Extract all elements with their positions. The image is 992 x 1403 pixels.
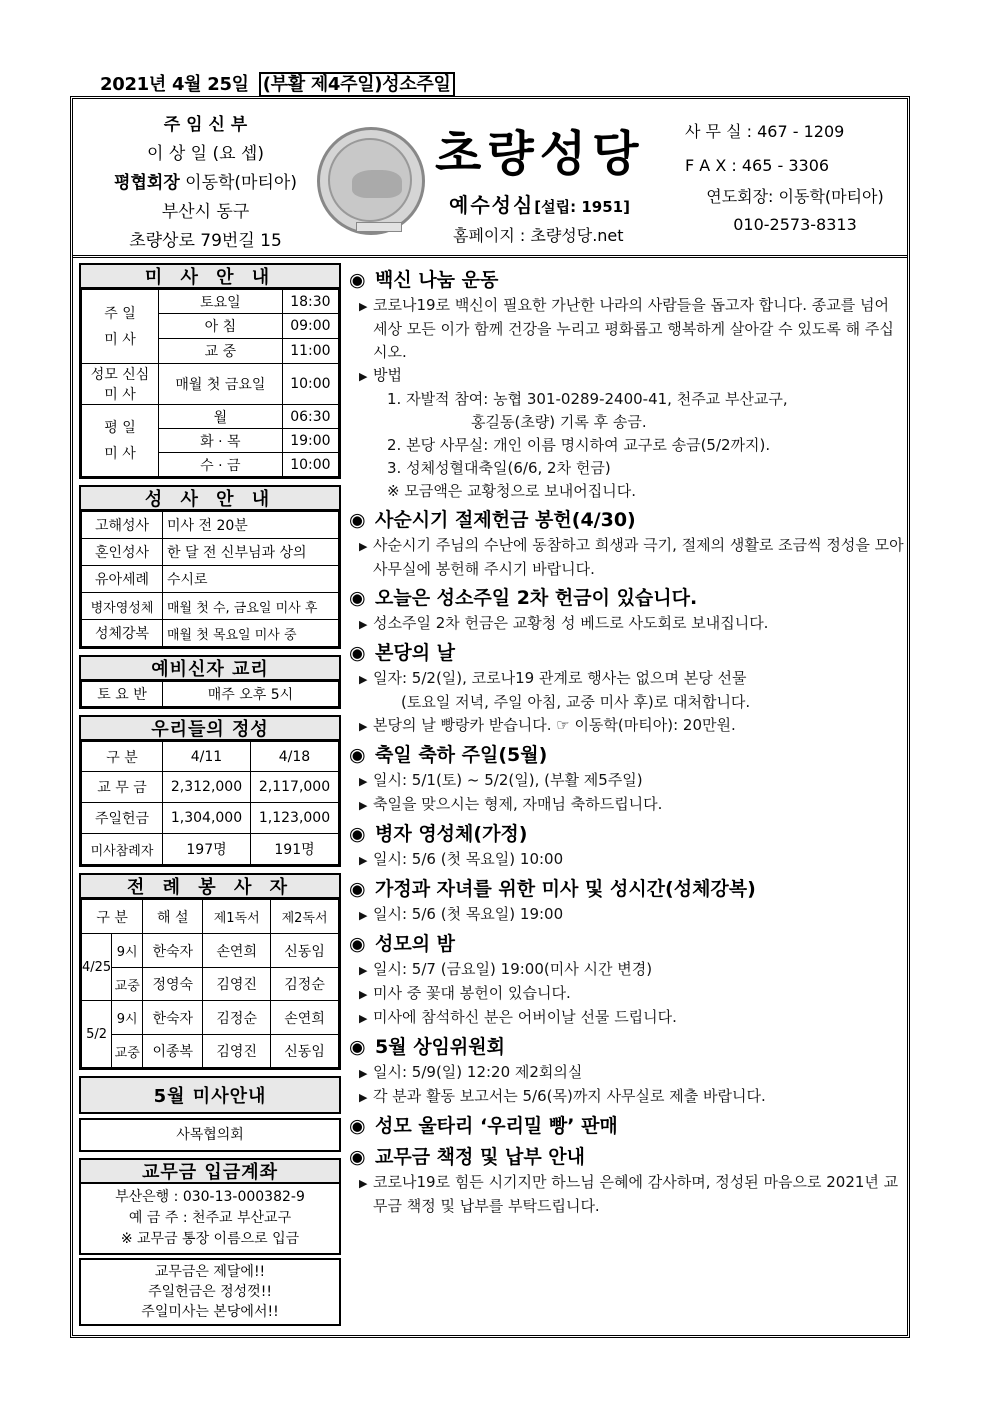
date-text: 2021년 4월 25일: [100, 74, 249, 95]
triangle-bullet-icon: ▶: [359, 1091, 368, 1104]
offering-label: 주일헌금: [82, 803, 163, 834]
offering-header: 구 분: [82, 742, 163, 772]
sacrament-name: 성체강복: [82, 620, 163, 647]
liturgy-reader: 정영숙: [143, 968, 203, 1001]
notice-line: [349, 534, 905, 581]
pastor-name: 이 상 일 (요 셉): [147, 144, 264, 164]
account-box: [79, 1184, 341, 1255]
liturgy-reader: 신동임: [271, 934, 339, 968]
liturgy-header: 해 설: [143, 900, 203, 934]
mass-day: 아 침: [159, 314, 283, 339]
liturgy-mass: 9시: [112, 934, 143, 968]
offering-header: 4/18: [251, 742, 339, 772]
notice-line-text: 각 분과 활동 보고서는 5/6(목)까지 사무실로 제출 바랍니다.: [373, 1087, 766, 1105]
notice-line: [349, 903, 905, 927]
notice-line: [349, 457, 905, 480]
fax: F A X : 465 - 3306: [685, 156, 830, 175]
header-left: [83, 111, 328, 256]
sacrament-info: 수시로: [163, 566, 339, 593]
account-note: ※ 교무금 통장 이름으로 입금: [120, 1231, 300, 1247]
slogan-line: 주일미사는 본당에서!!: [141, 1304, 279, 1320]
sunday-name: (부활 제4주일)성소주일: [259, 72, 455, 97]
liturgy-reader: 김영진: [203, 968, 271, 1001]
sacraments-title: 성 사 안 내: [79, 485, 341, 511]
triangle-bullet-icon: ▶: [359, 673, 368, 686]
notice-title-text: 사순시기 절제헌금 봉헌(4/30): [375, 509, 636, 531]
liturgy-reader: 김정순: [271, 968, 339, 1001]
mass-time: 18:30: [282, 290, 338, 314]
liturgy-reader: 김영진: [203, 1035, 271, 1068]
mass-time: 10:00: [282, 364, 338, 405]
district-head: 연도회장: 이동학(마티아): [706, 187, 884, 206]
notice-title-text: 오늘은 성소주일 2차 헌금이 있습니다.: [375, 587, 698, 609]
notice-line: [349, 1006, 905, 1030]
triangle-bullet-icon: ▶: [359, 618, 368, 631]
council-label: 평협회장: [114, 173, 180, 193]
target-bullet-icon: ◉: [349, 509, 366, 531]
notice-line: [349, 1085, 905, 1109]
mass-group: 성모 신심 미 사: [82, 364, 159, 405]
sacrament-info: 매월 첫 수, 금요일 미사 후: [163, 593, 339, 620]
liturgy-reader: 손연희: [271, 1001, 339, 1035]
liturgy-reader: 신동임: [271, 1035, 339, 1068]
liturgy-reader: 김정순: [203, 1001, 271, 1035]
mass-time: 09:00: [282, 314, 338, 339]
liturgy-title: 전 례 봉 사 자: [79, 873, 341, 899]
church-name: 초량성당: [435, 126, 645, 182]
mass-day: 화 · 목: [159, 429, 283, 453]
notice-line: [349, 388, 905, 411]
date-line: [100, 70, 455, 96]
triangle-bullet-icon: ▶: [359, 909, 368, 922]
offering-value: 1,123,000: [251, 803, 339, 834]
target-bullet-icon: ◉: [349, 642, 366, 664]
notice-line-text: 일시: 5/6 (첫 목요일) 10:00: [373, 850, 564, 868]
offerings-table: [79, 741, 341, 867]
offering-value: 1,304,000: [163, 803, 251, 834]
offering-value: 2,312,000: [163, 772, 251, 803]
target-bullet-icon: ◉: [349, 744, 366, 766]
bulletin-frame: [70, 96, 910, 1338]
notice-title-text: 성모의 밤: [375, 933, 456, 955]
triangle-bullet-icon: ▶: [359, 964, 368, 977]
mass-title: 미 사 안 내: [79, 263, 341, 289]
notice-title: [349, 1143, 905, 1171]
triangle-bullet-icon: ▶: [359, 799, 368, 812]
notice-title: [349, 820, 905, 848]
target-bullet-icon: ◉: [349, 587, 366, 609]
mass-day: 월: [159, 405, 283, 429]
notice-line-text: 미사에 참석하신 분은 어버이날 선물 드립니다.: [373, 1008, 677, 1026]
notice-line-text: 사순시기 주님의 수난에 동참하고 희생과 극기, 절제의 생활로 조금씩 정성을 모아 사무실에 봉헌해 주시기 바랍니다.: [373, 536, 904, 578]
sacrament-name: 병자영성체: [82, 593, 163, 620]
sacrament-name: 고해성사: [82, 512, 163, 539]
liturgy-reader: 이종복: [143, 1035, 203, 1068]
liturgy-reader: 한숙자: [143, 934, 203, 968]
notice-line-text: 일시: 5/1(토) ~ 5/2(일), (부활 제5주일): [373, 771, 643, 789]
target-bullet-icon: ◉: [349, 1146, 366, 1168]
notice-line: [349, 411, 905, 434]
liturgy-header: 제2독서: [271, 900, 339, 934]
notice-line-text: 일자: 5/2(일), 코로나19 관계로 행사는 없으며 본당 선물: [373, 669, 747, 687]
notice-line-text: 일시: 5/9(일) 12:20 제2회의실: [373, 1063, 583, 1081]
sacrament-name: 유아세례: [82, 566, 163, 593]
notice-title: [349, 639, 905, 667]
catechumen-time: 매주 오후 5시: [163, 682, 339, 707]
notice-title: [349, 875, 905, 903]
notice-title-text: 교무금 책정 및 납부 안내: [375, 1146, 585, 1168]
target-bullet-icon: ◉: [349, 1036, 366, 1058]
offering-label: 교 무 금: [82, 772, 163, 803]
notice-line: [349, 848, 905, 872]
pastor-title: 주 임 신 부: [163, 115, 248, 135]
notice-line-text: (토요일 저녁, 주일 아침, 교중 미사 후)로 대처합니다.: [401, 693, 751, 711]
notice-line-text: 축일을 맞으시는 형제, 자매님 축하드립니다.: [373, 795, 663, 813]
offering-value: 191명: [251, 834, 339, 865]
church-seal-logo: [317, 127, 425, 235]
liturgy-mass: 9시: [112, 1001, 143, 1035]
notice-line-text: 홍길동(초량) 기록 후 송금.: [471, 413, 647, 431]
sacraments-table: [79, 511, 341, 649]
catechumen-table: [79, 681, 341, 709]
notice-line-text: 3. 성체성혈대축일(6/6, 2차 헌금): [387, 459, 611, 477]
notice-title-text: 축일 축하 주일(5월): [375, 744, 548, 766]
mass-group: 주 일: [104, 305, 136, 322]
notice-line: [349, 667, 905, 691]
target-bullet-icon: ◉: [349, 933, 366, 955]
notice-line-text: 1. 자발적 참여: 농협 301-0289-2400-41, 천주교 부산교구,: [387, 390, 788, 408]
may-mass-info: 사목협의회: [79, 1118, 341, 1152]
notice-line: [349, 691, 905, 714]
liturgy-table: [79, 899, 341, 1070]
notice-title-text: 본당의 날: [375, 642, 456, 664]
notice-line: [349, 434, 905, 457]
offering-label: 미사참례자: [82, 834, 163, 865]
notice-title-text: 가정과 자녀를 위한 미사 및 성시간(성체강복): [375, 878, 756, 900]
triangle-bullet-icon: ▶: [359, 540, 368, 553]
triangle-bullet-icon: ▶: [359, 720, 368, 733]
notice-line: [349, 480, 905, 503]
slogan-line: 교무금은 제달에!!: [154, 1264, 266, 1280]
notice-title-text: 성모 울타리 ‘우리밀 빵’ 판매: [375, 1115, 618, 1137]
address-line-2: 초량상로 79번길 15: [129, 231, 282, 251]
triangle-bullet-icon: ▶: [359, 775, 368, 788]
notice-line-text: 2. 본당 사무실: 개인 이름 명시하여 교구로 송금(5/2까지).: [387, 436, 771, 454]
liturgy-date: 5/2: [82, 1001, 112, 1068]
notice-title: [349, 506, 905, 534]
sacrament-name: 혼인성사: [82, 539, 163, 566]
left-sidebar: [79, 263, 341, 1326]
sacrament-info: 미사 전 20분: [163, 512, 339, 539]
address-line-1: 부산시 동구: [161, 202, 250, 222]
offering-value: 197명: [163, 834, 251, 865]
notice-line-text: 코로나19로 백신이 필요한 가난한 나라의 사람들을 돕고자 합니다. 종교를 넘어 세상 모든 이가 함께 건강을 누리고 평화롭고 행복하게 살아갈 수 있도록 해 주십시오.: [373, 296, 894, 361]
slogan-line: 주일헌금은 정성껏!!: [148, 1284, 272, 1300]
notice-line: [349, 714, 905, 738]
mass-day: 매월 첫 금요일: [159, 364, 283, 405]
notice-line: [349, 364, 905, 388]
notice-line-text: 방법: [373, 366, 402, 384]
motto: 예수성심: [449, 193, 535, 217]
liturgy-mass: 교중: [112, 968, 143, 1001]
account-holder: 예 금 주 : 천주교 부산교구: [128, 1210, 292, 1226]
homepage[interactable]: 홈페이지 : 초량성당.net: [453, 226, 624, 245]
triangle-bullet-icon: ▶: [359, 300, 368, 313]
liturgy-header: 제1독서: [203, 900, 271, 934]
sacrament-info: 한 달 전 신부님과 상의: [163, 539, 339, 566]
mass-group: 평 일: [104, 419, 136, 436]
offering-value: 2,117,000: [251, 772, 339, 803]
header: [73, 99, 907, 258]
mass-time: 06:30: [282, 405, 338, 429]
notice-line-text: 본당의 날 빵랑카 받습니다. ☞ 이동학(마티아): 20만원.: [373, 716, 736, 734]
notices-column: [349, 263, 905, 1218]
target-bullet-icon: ◉: [349, 823, 366, 845]
notice-line: [349, 294, 905, 364]
sacrament-info: 매월 첫 목요일 미사 중: [163, 620, 339, 647]
notice-title: [349, 741, 905, 769]
notice-title-text: 백신 나눔 운동: [375, 269, 499, 291]
triangle-bullet-icon: ▶: [359, 1012, 368, 1025]
notice-title: [349, 1112, 905, 1140]
mass-time: 19:00: [282, 429, 338, 453]
notice-line: [349, 1171, 905, 1218]
mass-time: 10:00: [282, 453, 338, 477]
office-phone: 사 무 실 : 467 - 1209: [685, 122, 845, 141]
notice-line: [349, 769, 905, 793]
contact-block: [685, 115, 905, 239]
notice-line: [349, 958, 905, 982]
liturgy-reader: 손연희: [203, 934, 271, 968]
notice-line: [349, 982, 905, 1006]
mass-day: 교 중: [159, 339, 283, 364]
notice-title-text: 병자 영성체(가정): [375, 823, 528, 845]
target-bullet-icon: ◉: [349, 1115, 366, 1137]
account-bank: 부산은행 : 030-13-000382-9: [115, 1189, 305, 1205]
liturgy-mass: 교중: [112, 1035, 143, 1068]
target-bullet-icon: ◉: [349, 878, 366, 900]
mass-day: 수 · 금: [159, 453, 283, 477]
offering-header: 4/11: [163, 742, 251, 772]
notice-line-text: 성소주일 2차 헌금은 교황청 성 베드로 사도회로 보내집니다.: [373, 614, 769, 632]
notice-line-text: 미사 중 꽃대 봉헌이 있습니다.: [373, 984, 571, 1002]
mass-group: 미 사: [104, 445, 136, 462]
notice-line-text: ※ 모금액은 교황청으로 보내어집니다.: [387, 482, 636, 500]
mass-day: 토요일: [159, 290, 283, 314]
notice-title: [349, 584, 905, 612]
slogan-box: [79, 1258, 341, 1326]
mass-table: [79, 289, 341, 479]
motto-line: [449, 189, 630, 218]
mass-group: 미 사: [104, 331, 136, 348]
notice-title: [349, 930, 905, 958]
target-bullet-icon: ◉: [349, 269, 366, 291]
mobile-phone: 010-2573-8313: [733, 215, 857, 234]
notice-line-text: 일시: 5/6 (첫 목요일) 19:00: [373, 905, 564, 923]
notice-title: [349, 1033, 905, 1061]
liturgy-date: 4/25: [82, 934, 112, 1001]
founded: [설립: 1951]: [534, 198, 630, 216]
notice-line-text: 코로나19로 힘든 시기지만 하느님 은혜에 감사하며, 정성된 마음으로 2021년 교무금 책정 및 납부를 부탁드립니다.: [373, 1173, 899, 1215]
liturgy-header: 구 분: [82, 900, 143, 934]
notice-line: [349, 793, 905, 817]
triangle-bullet-icon: ▶: [359, 854, 368, 867]
council-line: [83, 169, 328, 198]
liturgy-reader: 한숙자: [143, 1001, 203, 1035]
triangle-bullet-icon: ▶: [359, 988, 368, 1001]
notice-line: [349, 612, 905, 636]
notice-line: [349, 1061, 905, 1085]
triangle-bullet-icon: ▶: [359, 370, 368, 383]
notice-title: [349, 266, 905, 294]
account-title: 교무금 입금계좌: [79, 1158, 341, 1184]
catechumen-class: 토 요 반: [82, 682, 163, 707]
offerings-title: 우리들의 정성: [79, 715, 341, 741]
catechumen-title: 예비신자 교리: [79, 655, 341, 681]
council-name: 이동학(마티아): [185, 173, 297, 193]
mass-time: 11:00: [282, 339, 338, 364]
triangle-bullet-icon: ▶: [359, 1067, 368, 1080]
may-mass-title: 5월 미사안내: [79, 1076, 341, 1114]
notice-line-text: 일시: 5/7 (금요일) 19:00(미사 시간 변경): [373, 960, 653, 978]
triangle-bullet-icon: ▶: [359, 1177, 368, 1190]
notice-title-text: 5월 상임위원회: [375, 1036, 505, 1058]
